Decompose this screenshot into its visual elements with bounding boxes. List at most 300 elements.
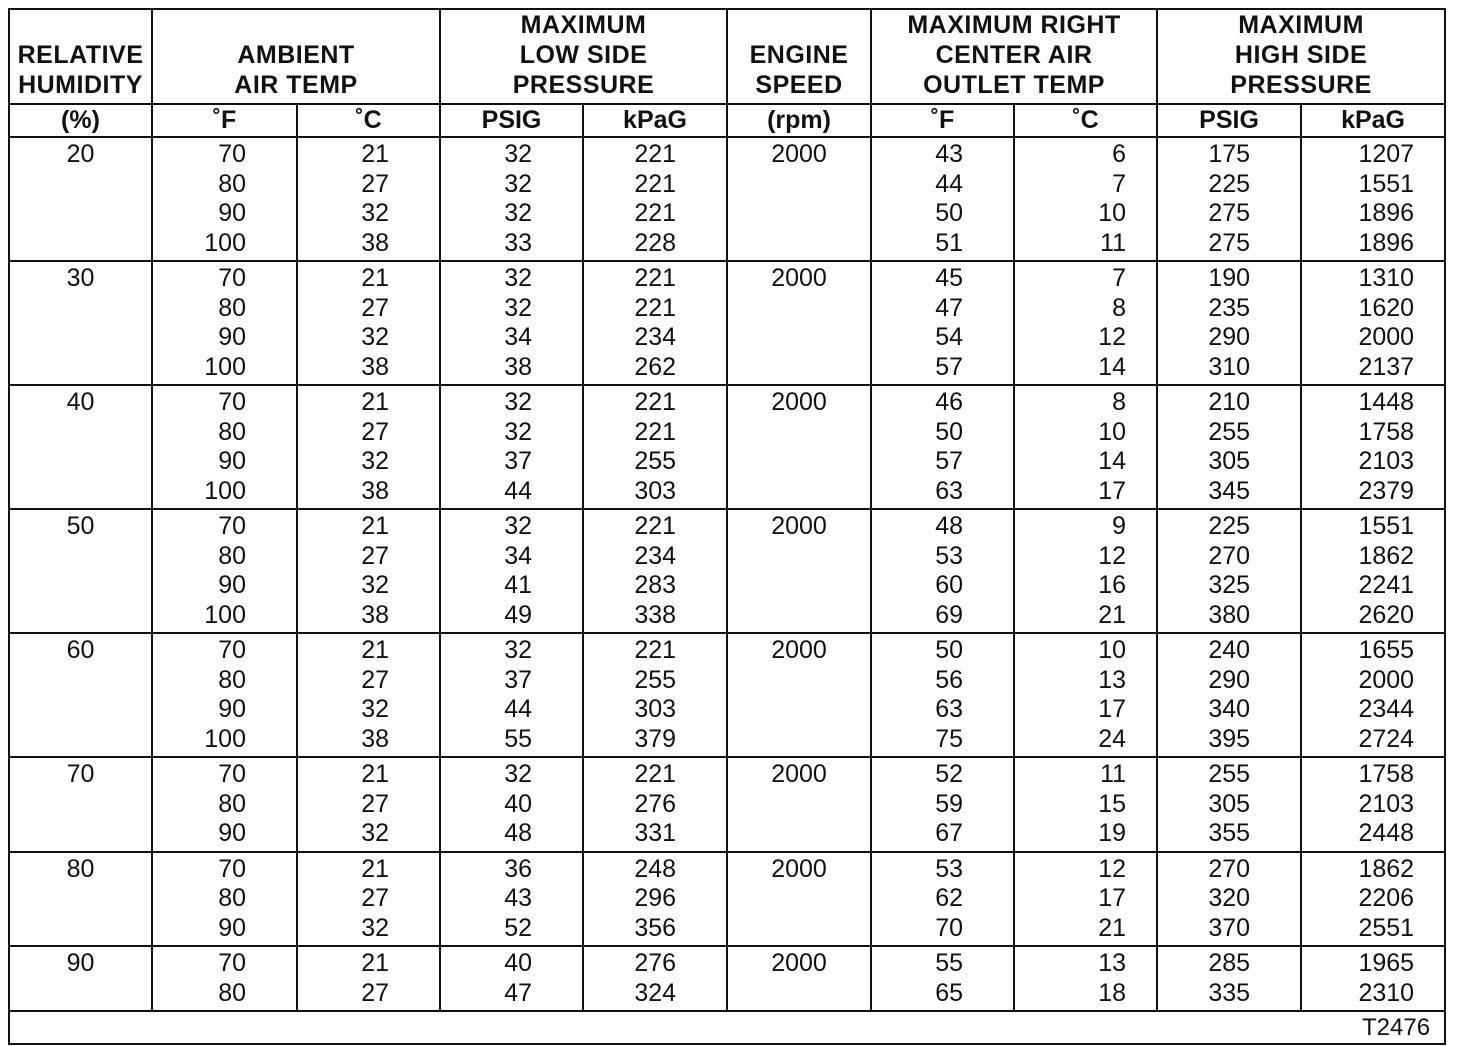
cell-outlet-c — [1014, 137, 1157, 261]
value-low-psig: 33 — [504, 228, 533, 257]
figure-id: T2476 — [9, 1011, 1445, 1044]
value-outlet-c: 14 — [1098, 447, 1127, 475]
value-outlet-c: 8 — [1112, 388, 1127, 416]
value-low-psig: 36 — [504, 854, 533, 883]
value-outlet-c: 11 — [1100, 228, 1127, 257]
value-low-psig: 40 — [504, 949, 533, 977]
value-low-kpag: 255 — [634, 447, 677, 475]
cell-ambient-f — [152, 385, 297, 509]
value-outlet-f: 44 — [935, 169, 964, 198]
value-high-psig: 255 — [1208, 760, 1251, 788]
value-outlet-c: 13 — [1098, 665, 1127, 694]
cell-engine-speed: 2000 — [727, 852, 871, 947]
value-ambient-f: 80 — [218, 169, 246, 198]
cell-ambient-f — [152, 757, 297, 852]
value-low-psig: 32 — [504, 388, 533, 416]
value-ambient-f: 80 — [218, 884, 246, 912]
value-low-psig: 55 — [504, 724, 533, 753]
value-outlet-f: 53 — [935, 854, 964, 883]
value-outlet-c: 10 — [1098, 199, 1127, 227]
cell-ambient-c — [297, 261, 440, 385]
value-outlet-c: 17 — [1098, 884, 1127, 912]
value-outlet-f: 47 — [935, 293, 964, 322]
cell-relative-humidity: 60 — [9, 633, 152, 757]
cell-low-psig — [440, 385, 583, 509]
value-ambient-c: 27 — [361, 789, 390, 818]
cell-outlet-c — [1014, 757, 1157, 852]
value-high-psig: 285 — [1208, 949, 1251, 977]
unit-percent: (%) — [9, 104, 152, 137]
value-high-kpag: 1310 — [1358, 264, 1415, 292]
value-high-kpag: 1448 — [1358, 388, 1415, 416]
value-outlet-f: 50 — [935, 199, 964, 227]
cell-outlet-c — [1014, 852, 1157, 947]
cell-outlet-c — [1014, 509, 1157, 633]
value-low-psig: 32 — [504, 169, 533, 198]
value-outlet-f: 63 — [935, 476, 964, 505]
value-outlet-f: 45 — [935, 264, 964, 292]
cell-outlet-f — [871, 509, 1014, 633]
value-ambient-f: 80 — [218, 541, 246, 570]
value-high-kpag: 1758 — [1358, 760, 1415, 788]
value-outlet-f: 43 — [935, 140, 964, 168]
value-outlet-f: 63 — [935, 695, 964, 723]
cell-ambient-f — [152, 946, 297, 1011]
cell-low-kpag — [583, 633, 727, 757]
value-high-psig: 210 — [1208, 388, 1251, 416]
cell-relative-humidity: 30 — [9, 261, 152, 385]
value-high-psig: 355 — [1208, 819, 1251, 847]
cell-relative-humidity: 20 — [9, 137, 152, 261]
value-ambient-f: 90 — [218, 199, 246, 227]
value-low-kpag: 296 — [634, 884, 677, 912]
value-low-kpag: 262 — [634, 352, 677, 381]
value-high-kpag: 1551 — [1358, 512, 1415, 540]
table-row — [9, 633, 1445, 757]
cell-ambient-f — [152, 261, 297, 385]
value-outlet-c: 13 — [1098, 949, 1127, 977]
cell-high-psig — [1157, 852, 1301, 947]
unit-low-psig: PSIG — [440, 104, 583, 137]
cell-engine-speed: 2000 — [727, 633, 871, 757]
value-low-psig: 37 — [504, 447, 533, 475]
value-ambient-f: 70 — [218, 760, 246, 788]
value-outlet-c: 9 — [1112, 512, 1127, 540]
table-row — [9, 261, 1445, 385]
value-outlet-f: 50 — [935, 636, 964, 664]
value-ambient-f: 80 — [218, 789, 246, 818]
value-high-psig: 275 — [1208, 228, 1251, 257]
cell-low-psig — [440, 852, 583, 947]
cell-engine-speed: 2000 — [727, 946, 871, 1011]
value-low-kpag: 303 — [634, 695, 677, 723]
value-ambient-c: 21 — [361, 388, 390, 416]
value-ambient-c: 38 — [361, 724, 390, 753]
value-outlet-c: 19 — [1098, 819, 1127, 847]
cell-low-psig — [440, 261, 583, 385]
value-outlet-c: 12 — [1098, 854, 1127, 883]
value-ambient-c: 32 — [361, 819, 390, 847]
value-ambient-c: 27 — [361, 417, 390, 446]
value-outlet-c: 11 — [1100, 760, 1127, 788]
cell-low-psig — [440, 137, 583, 261]
value-low-psig: 52 — [504, 913, 533, 942]
value-high-kpag: 1758 — [1358, 417, 1415, 446]
cell-high-psig — [1157, 261, 1301, 385]
value-ambient-f: 100 — [204, 476, 246, 505]
cell-relative-humidity: 50 — [9, 509, 152, 633]
value-low-kpag: 276 — [634, 789, 677, 818]
value-low-kpag: 356 — [634, 913, 677, 942]
table-body — [9, 137, 1445, 1011]
value-outlet-c: 7 — [1112, 264, 1127, 292]
value-ambient-c: 32 — [361, 447, 390, 475]
value-high-psig: 320 — [1208, 884, 1251, 912]
value-ambient-f: 90 — [218, 323, 246, 351]
cell-ambient-c — [297, 852, 440, 947]
value-ambient-c: 27 — [361, 293, 390, 322]
value-ambient-f: 90 — [218, 913, 246, 942]
cell-ambient-c — [297, 757, 440, 852]
value-outlet-f: 56 — [935, 665, 964, 694]
value-outlet-c: 8 — [1112, 293, 1127, 322]
value-outlet-f: 57 — [935, 352, 964, 381]
cell-ambient-c — [297, 946, 440, 1011]
value-outlet-c: 16 — [1098, 571, 1127, 599]
value-outlet-f: 50 — [935, 417, 964, 446]
value-outlet-c: 15 — [1098, 789, 1127, 818]
value-high-kpag: 2551 — [1358, 913, 1415, 942]
cell-engine-speed: 2000 — [727, 757, 871, 852]
value-ambient-c: 21 — [361, 636, 390, 664]
value-outlet-f: 70 — [935, 913, 964, 942]
value-high-psig: 335 — [1208, 978, 1251, 1007]
value-ambient-c: 27 — [361, 665, 390, 694]
value-low-psig: 48 — [504, 819, 533, 847]
value-low-psig: 32 — [504, 760, 533, 788]
value-outlet-f: 46 — [935, 388, 964, 416]
cell-ambient-c — [297, 509, 440, 633]
value-ambient-c: 38 — [361, 228, 390, 257]
value-low-kpag: 276 — [634, 949, 677, 977]
cell-high-psig — [1157, 137, 1301, 261]
value-high-kpag: 2724 — [1358, 724, 1415, 753]
cell-low-kpag — [583, 946, 727, 1011]
cell-low-kpag — [583, 137, 727, 261]
cell-high-psig — [1157, 509, 1301, 633]
unit-ambient-f: ˚F — [152, 104, 297, 137]
value-low-kpag: 303 — [634, 476, 677, 505]
value-ambient-f: 90 — [218, 447, 246, 475]
table-row — [9, 385, 1445, 509]
cell-outlet-f — [871, 385, 1014, 509]
value-outlet-f: 59 — [935, 789, 964, 818]
value-outlet-f: 62 — [935, 884, 964, 912]
cell-ambient-f — [152, 137, 297, 261]
cell-low-psig — [440, 633, 583, 757]
value-high-psig: 305 — [1208, 789, 1251, 818]
value-outlet-c: 10 — [1098, 417, 1127, 446]
cell-ambient-f — [152, 509, 297, 633]
value-ambient-c: 21 — [361, 264, 390, 292]
value-outlet-f: 54 — [935, 323, 964, 351]
unit-outlet-c: ˚C — [1014, 104, 1157, 137]
value-high-psig: 190 — [1208, 264, 1251, 292]
value-high-psig: 235 — [1208, 293, 1251, 322]
value-ambient-f: 70 — [218, 636, 246, 664]
value-ambient-f: 100 — [204, 724, 246, 753]
value-ambient-f: 70 — [218, 949, 246, 977]
value-ambient-f: 100 — [204, 600, 246, 629]
value-low-psig: 49 — [504, 600, 533, 629]
value-outlet-f: 48 — [935, 512, 964, 540]
value-high-psig: 310 — [1208, 352, 1251, 381]
cell-high-kpag — [1301, 385, 1445, 509]
header-engine-speed: ENGINE SPEED — [727, 9, 871, 104]
cell-outlet-f — [871, 633, 1014, 757]
value-outlet-c: 7 — [1112, 169, 1127, 198]
value-outlet-f: 67 — [935, 819, 964, 847]
value-outlet-c: 12 — [1098, 323, 1127, 351]
value-low-psig: 44 — [504, 695, 533, 723]
value-outlet-f: 75 — [935, 724, 964, 753]
value-outlet-c: 17 — [1098, 695, 1127, 723]
unit-high-psig: PSIG — [1157, 104, 1301, 137]
header-max-low-side-pressure: MAXIMUM LOW SIDE PRESSURE — [440, 9, 727, 104]
value-low-kpag: 338 — [634, 600, 677, 629]
value-ambient-f: 90 — [218, 695, 246, 723]
cell-low-kpag — [583, 852, 727, 947]
value-ambient-c: 27 — [361, 541, 390, 570]
value-ambient-f: 70 — [218, 140, 246, 168]
value-ambient-c: 21 — [361, 949, 390, 977]
value-high-psig: 370 — [1208, 913, 1251, 942]
value-ambient-f: 80 — [218, 665, 246, 694]
table-row — [9, 509, 1445, 633]
cell-outlet-f — [871, 852, 1014, 947]
value-high-psig: 305 — [1208, 447, 1251, 475]
value-ambient-c: 32 — [361, 323, 390, 351]
value-low-psig: 32 — [504, 293, 533, 322]
value-high-psig: 395 — [1208, 724, 1251, 753]
value-low-kpag: 324 — [634, 978, 677, 1007]
cell-relative-humidity: 90 — [9, 946, 152, 1011]
value-low-kpag: 255 — [634, 665, 677, 694]
value-ambient-f: 100 — [204, 352, 246, 381]
value-low-psig: 38 — [504, 352, 533, 381]
cell-ambient-f — [152, 633, 297, 757]
value-low-psig: 44 — [504, 476, 533, 505]
value-outlet-f: 51 — [935, 228, 964, 257]
header-ambient-air-temp: AMBIENT AIR TEMP — [152, 9, 440, 104]
cell-low-kpag — [583, 385, 727, 509]
value-ambient-c: 27 — [361, 978, 390, 1007]
value-ambient-c: 32 — [361, 913, 390, 942]
cell-low-psig — [440, 946, 583, 1011]
value-high-psig: 290 — [1208, 323, 1251, 351]
value-low-kpag: 234 — [634, 541, 677, 570]
value-high-kpag: 2103 — [1358, 447, 1415, 475]
value-outlet-c: 17 — [1098, 476, 1127, 505]
cell-engine-speed: 2000 — [727, 137, 871, 261]
value-ambient-f: 70 — [218, 264, 246, 292]
ac-performance-table — [8, 8, 1446, 1045]
value-ambient-c: 27 — [361, 169, 390, 198]
cell-high-psig — [1157, 633, 1301, 757]
value-outlet-c: 14 — [1098, 352, 1127, 381]
value-outlet-f: 52 — [935, 760, 964, 788]
value-ambient-c: 32 — [361, 199, 390, 227]
cell-outlet-c — [1014, 633, 1157, 757]
cell-high-kpag — [1301, 946, 1445, 1011]
cell-high-kpag — [1301, 509, 1445, 633]
value-ambient-f: 80 — [218, 293, 246, 322]
value-high-kpag: 1862 — [1358, 854, 1415, 883]
cell-outlet-c — [1014, 385, 1157, 509]
value-high-kpag: 1207 — [1358, 140, 1415, 168]
cell-ambient-f — [152, 852, 297, 947]
value-ambient-f: 90 — [218, 819, 246, 847]
value-high-kpag: 2344 — [1358, 695, 1415, 723]
value-high-psig: 225 — [1208, 169, 1251, 198]
cell-relative-humidity: 70 — [9, 757, 152, 852]
unit-high-kpag: kPaG — [1301, 104, 1445, 137]
value-ambient-c: 27 — [361, 884, 390, 912]
header-relative-humidity: RELATIVE HUMIDITY — [9, 9, 152, 104]
value-high-psig: 275 — [1208, 199, 1251, 227]
value-high-kpag: 2241 — [1358, 571, 1415, 599]
value-high-kpag: 1655 — [1358, 636, 1415, 664]
cell-ambient-c — [297, 385, 440, 509]
value-outlet-f: 53 — [935, 541, 964, 570]
cell-low-psig — [440, 509, 583, 633]
value-high-kpag: 1965 — [1358, 949, 1415, 977]
value-high-psig: 345 — [1208, 476, 1251, 505]
cell-high-kpag — [1301, 261, 1445, 385]
value-high-psig: 270 — [1208, 854, 1251, 883]
value-low-psig: 32 — [504, 199, 533, 227]
value-low-psig: 47 — [504, 978, 533, 1007]
value-low-kpag: 221 — [634, 169, 677, 198]
value-low-psig: 32 — [504, 636, 533, 664]
cell-high-kpag — [1301, 633, 1445, 757]
value-low-psig: 37 — [504, 665, 533, 694]
unit-rpm: (rpm) — [727, 104, 871, 137]
value-high-kpag: 1620 — [1358, 293, 1415, 322]
value-high-psig: 225 — [1208, 512, 1251, 540]
cell-outlet-c — [1014, 946, 1157, 1011]
value-ambient-f: 80 — [218, 417, 246, 446]
value-low-kpag: 248 — [634, 854, 677, 883]
value-high-kpag: 2000 — [1358, 323, 1415, 351]
value-outlet-c: 24 — [1098, 724, 1127, 753]
table-row — [9, 757, 1445, 852]
cell-outlet-f — [871, 137, 1014, 261]
value-ambient-f: 100 — [204, 228, 246, 257]
value-high-kpag: 2103 — [1358, 789, 1415, 818]
value-high-kpag: 1551 — [1358, 169, 1415, 198]
cell-outlet-f — [871, 261, 1014, 385]
value-low-kpag: 283 — [634, 571, 677, 599]
value-ambient-c: 38 — [361, 476, 390, 505]
value-outlet-c: 10 — [1098, 636, 1127, 664]
value-high-psig: 290 — [1208, 665, 1251, 694]
value-high-kpag: 2620 — [1358, 600, 1415, 629]
value-ambient-f: 90 — [218, 571, 246, 599]
value-outlet-f: 57 — [935, 447, 964, 475]
value-low-psig: 32 — [504, 264, 533, 292]
value-ambient-c: 21 — [361, 512, 390, 540]
value-high-psig: 240 — [1208, 636, 1251, 664]
value-outlet-f: 60 — [935, 571, 964, 599]
value-outlet-c: 12 — [1098, 541, 1127, 570]
cell-high-psig — [1157, 757, 1301, 852]
value-low-kpag: 221 — [634, 760, 677, 788]
value-low-kpag: 221 — [634, 512, 677, 540]
value-low-psig: 40 — [504, 789, 533, 818]
cell-outlet-f — [871, 757, 1014, 852]
value-ambient-c: 21 — [361, 854, 390, 883]
value-outlet-c: 21 — [1098, 600, 1127, 629]
value-ambient-c: 38 — [361, 352, 390, 381]
value-high-psig: 325 — [1208, 571, 1251, 599]
value-ambient-c: 32 — [361, 571, 390, 599]
value-high-psig: 380 — [1208, 600, 1251, 629]
cell-engine-speed: 2000 — [727, 261, 871, 385]
cell-high-psig — [1157, 385, 1301, 509]
value-low-psig: 34 — [504, 541, 533, 570]
value-low-psig: 41 — [504, 571, 533, 599]
unit-ambient-c: ˚C — [297, 104, 440, 137]
cell-high-kpag — [1301, 137, 1445, 261]
value-high-kpag: 2206 — [1358, 884, 1415, 912]
value-outlet-c: 21 — [1098, 913, 1127, 942]
cell-engine-speed: 2000 — [727, 509, 871, 633]
header-max-outlet-temp: MAXIMUM RIGHT CENTER AIR OUTLET TEMP — [871, 9, 1157, 104]
value-ambient-c: 21 — [361, 140, 390, 168]
cell-low-kpag — [583, 757, 727, 852]
cell-outlet-f — [871, 946, 1014, 1011]
value-high-psig: 255 — [1208, 417, 1251, 446]
cell-low-kpag — [583, 261, 727, 385]
value-high-kpag: 2310 — [1358, 978, 1415, 1007]
cell-high-kpag — [1301, 757, 1445, 852]
value-ambient-f: 70 — [218, 854, 246, 883]
header-max-high-side-pressure: MAXIMUM HIGH SIDE PRESSURE — [1157, 9, 1445, 104]
value-low-kpag: 331 — [634, 819, 677, 847]
value-ambient-f: 80 — [218, 978, 246, 1007]
value-ambient-f: 70 — [218, 512, 246, 540]
value-high-kpag: 2137 — [1358, 352, 1415, 381]
cell-low-psig — [440, 757, 583, 852]
table-row — [9, 946, 1445, 1011]
value-high-kpag: 1896 — [1358, 199, 1415, 227]
value-low-kpag: 221 — [634, 140, 677, 168]
value-high-psig: 340 — [1208, 695, 1251, 723]
value-low-kpag: 228 — [634, 228, 677, 257]
value-high-kpag: 1896 — [1358, 228, 1415, 257]
value-high-psig: 175 — [1208, 140, 1251, 168]
table-row — [9, 137, 1445, 261]
cell-ambient-c — [297, 633, 440, 757]
cell-low-kpag — [583, 509, 727, 633]
unit-low-kpag: kPaG — [583, 104, 727, 137]
unit-outlet-f: ˚F — [871, 104, 1014, 137]
cell-high-kpag — [1301, 852, 1445, 947]
value-outlet-f: 55 — [935, 949, 964, 977]
value-outlet-f: 65 — [935, 978, 964, 1007]
value-ambient-c: 32 — [361, 695, 390, 723]
